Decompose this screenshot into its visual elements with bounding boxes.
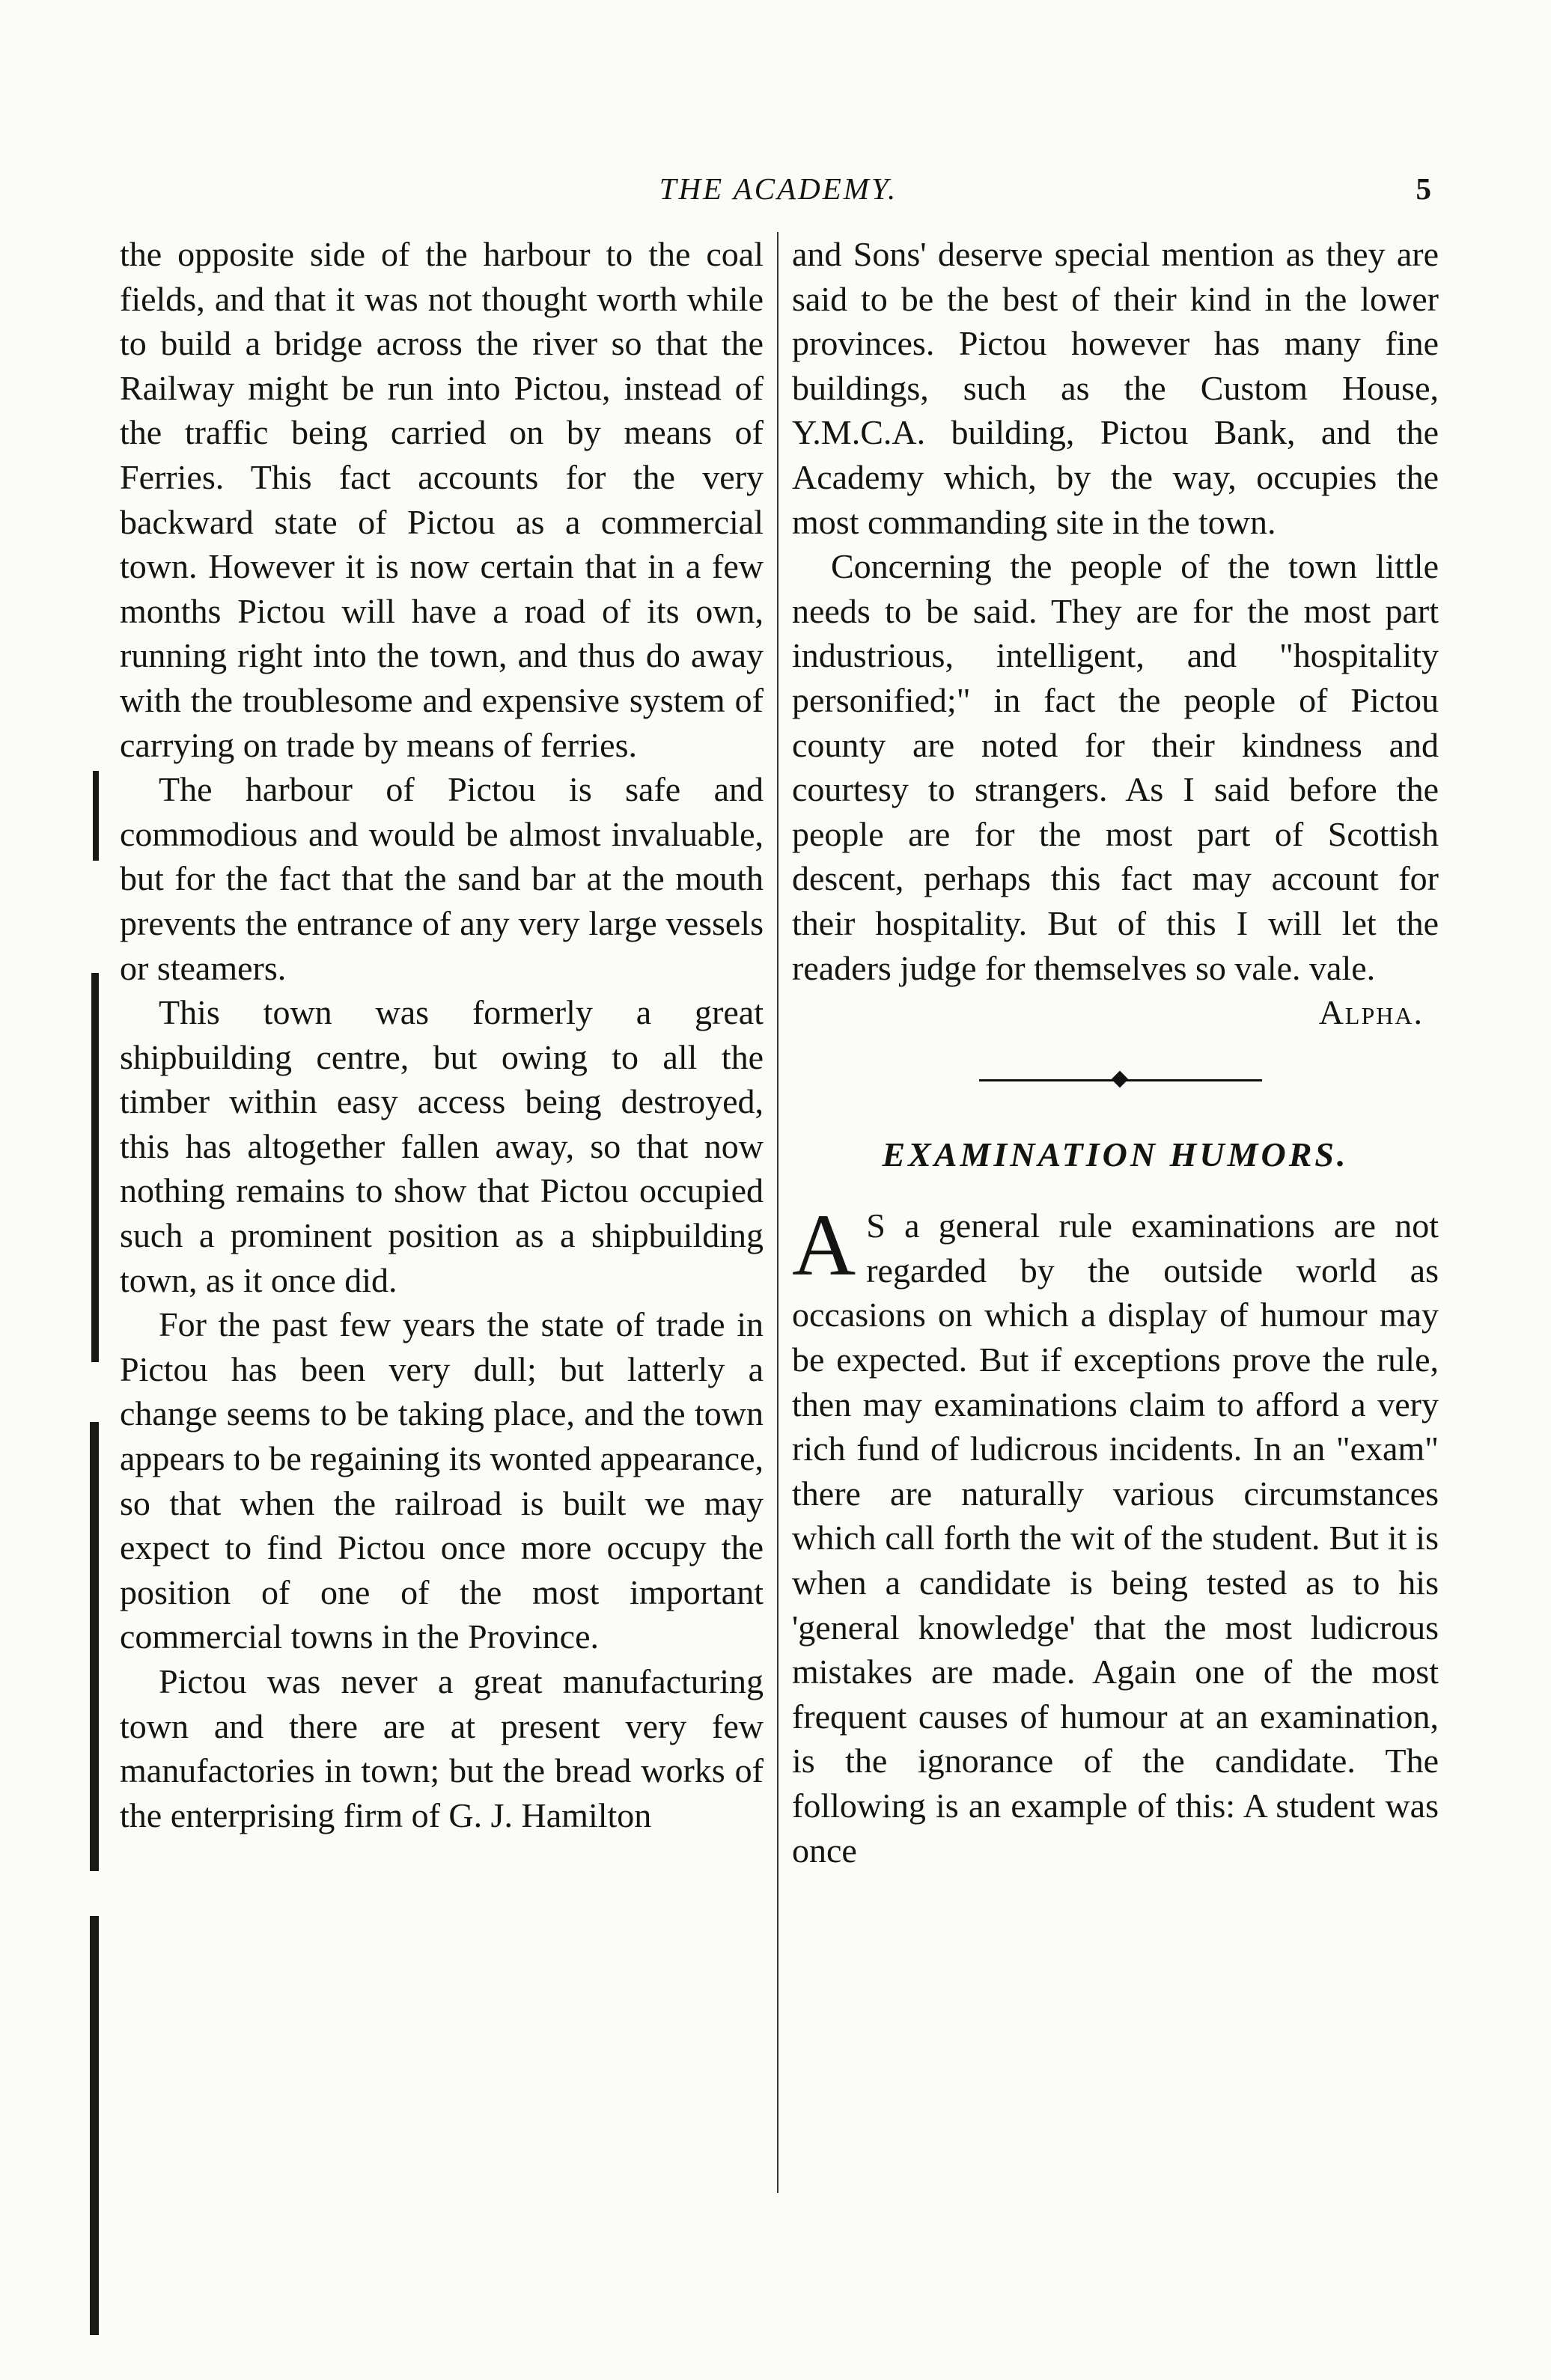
paragraph: Pictou was never a great manufacturing town and there are at present very few manufactories in town; but the bread works of the enterprising firm of G. J. Hamilton: [120, 1662, 764, 1834]
running-title: THE ACADEMY.: [659, 171, 898, 206]
section-title: EXAMINATION HUMORS.: [882, 1135, 1349, 1174]
paragraph: the opposite side of the harbour to the coal fields, and that it was not thought worth while to build a bridge across the river so that the Railway might be run into Pictou, instead of the traffic being carried on by means of Ferries. This fact accounts for the very backward state of Pictou as a commercial town. However it is now certain that in a few months Pictou will have a road of its own, running right into the town, and thus do away with the troublesome and expensive system of carrying on trade by means of ferries.: [120, 235, 764, 764]
paragraph: The harbour of Pictou is safe and commodious and would be almost invaluable, but for the fact that the sand bar at the mouth prevents the entrance of any very large vessels or steamers.: [120, 770, 764, 987]
right-column: [792, 232, 1439, 1873]
paragraph: [792, 1196, 1439, 1873]
page-header: [105, 171, 1452, 223]
paragraph: For the past few years the state of trade in Pictou has been very dull; but latterly a change seems to be taking place, and the town appears to be regaining its wonted appearance, so that when the railroad is built we may expect to find Pictou once more occupy the position of one of the most important commercial towns in the Province.: [120, 1305, 764, 1656]
binding-edge-mark: [90, 1422, 99, 1871]
binding-edge-mark: [90, 1916, 99, 2335]
author-signature: Alpha.: [1318, 993, 1424, 1032]
paragraph-text: S a general rule examinations are not regarded by the outside world as occasions on which a display of humour may be expected. But if exceptions prove the rule, then may examinations claim to afford a very rich fund of ludicrous incidents. In an "exam" there are naturally various circumstances which call forth the wit of the student. But it is when a candidate is being tested as to his 'general knowledge' that the most ludicrous mistakes are made. Again one of the most frequent causes of humour at an examination, is the ignorance of the candidate. The following is an example of this: A student was once: [792, 1206, 1439, 1870]
page-number: 5: [1416, 171, 1431, 206]
paragraph: This town was formerly a great shipbuilding centre, but owing to all the timber within easy access being destroyed, this has altogether fallen away, so that now nothing remains to show that Pictou occupied such a prominent position as a shipbuilding town, as it once did.: [120, 993, 764, 1299]
binding-edge-mark: [91, 973, 99, 1362]
drop-cap: A: [792, 1196, 856, 1295]
section-divider: [792, 1058, 1439, 1102]
divider-line: [979, 1079, 1121, 1081]
column-divider: [777, 232, 778, 2193]
binding-edge-mark: [93, 771, 99, 861]
paragraph: and Sons' deserve special mention as they are said to be the best of their kind in the lower provinces. Pictou however has many fine buildings, such as the Custom House, Y.M.C.A. building, Pictou Bank, and the Academy which, by the way, occupies the most commanding site in the town.: [792, 235, 1439, 541]
left-column: [120, 232, 764, 1837]
divider-line: [1120, 1079, 1262, 1081]
paragraph: Concerning the people of the town little needs to be said. They are for the most part industrious, intelligent, and "hospitality personified;" in fact the people of Pictou county are noted for their kindness and courtesy to strangers. As I said before the people are for the most part of Scottish descent, perhaps this fact may account for their hospitality. But of this I will let the readers judge for themselves so vale. vale.: [792, 547, 1439, 987]
